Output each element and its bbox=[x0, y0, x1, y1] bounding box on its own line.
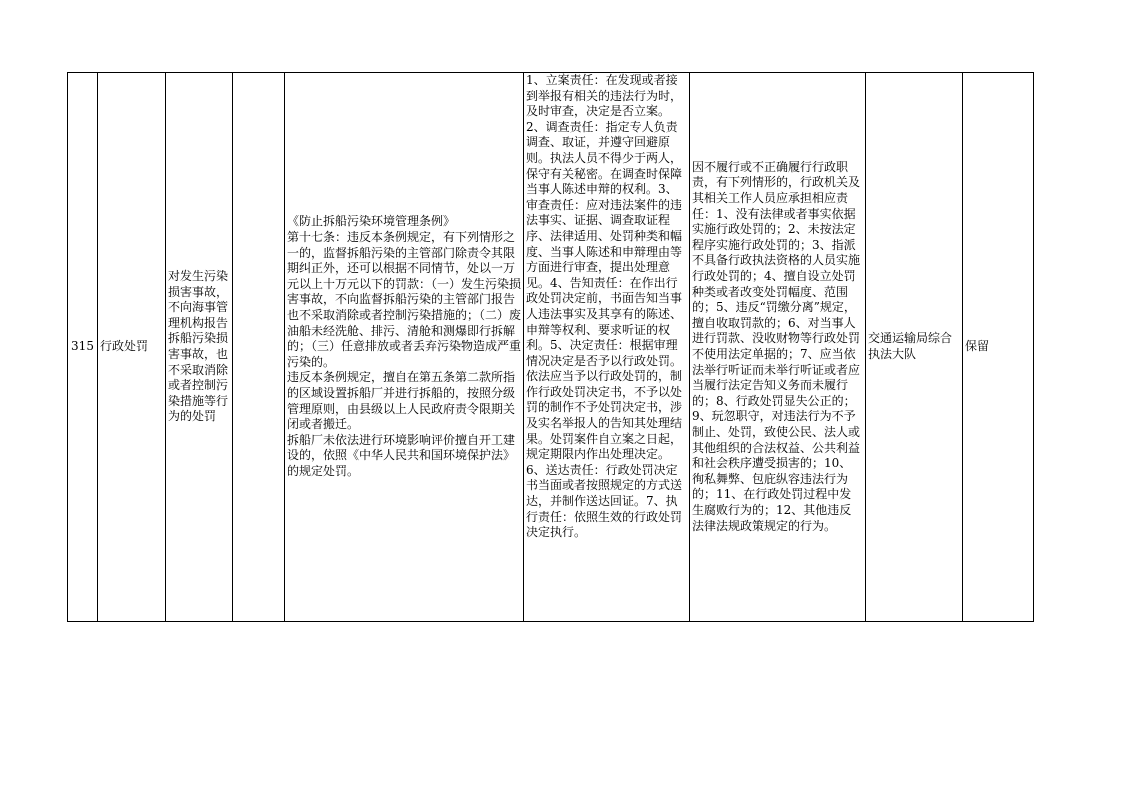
empty-cell bbox=[233, 73, 285, 622]
remark: 保留 bbox=[963, 73, 1034, 622]
power-list-table bbox=[67, 72, 1034, 622]
responsibility-text: 1、立案责任：在发现或者接到举报有相关的违法行为时，及时审查，决定是否立案。2、调查责任：指定专人负责调查、取证，并遵守回避原则。执法人员不得少于两人，保守有关秘密。在调查时保障当事人陈述申辩的权利。3、审查责任：应对违法案件的违法事实、证据、调查取证程序、法律适用、处罚种类和幅度、当事人陈述和申辩理由等方面进行审查，提出处理意见。4、告知责任：在作出行政处罚决定前，书面告知当事人违法事实及其享有的陈述、申辩等权利、要求听证的权利。5、决定责任：根据审理情况决定是否予以行政处罚。依法应当予以行政处罚的，制作行政处罚决定书，不予以处罚的制作不予处罚决定书，涉及实名举报人的告知其处理结果。处罚案件自立案之日起，规定期限内作出处理决定。 6、送达责任：行政处罚决定书当面或者按照规定的方式送达，并制作送达回证。7、执行责任：依照生效的行政处罚决定执行。 bbox=[526, 73, 683, 540]
responsibility-cell bbox=[524, 73, 690, 622]
power-category: 行政处罚 bbox=[98, 73, 166, 622]
legal-basis: 《防止拆船污染环境管理条例》 第十七条：违反本条例规定，有下列情形之一的，监督拆船污染的主管部门除责令其限期纠正外，还可以根据不同情节，处以一万元以上十万元以下的罚款：（一）发生污染损害事故，不向监督拆船污染的主管部门报告也不采取消除或者控制污染措施的；（二）废油船未经洗舱、排污、清舱和测爆即行拆解的；（三）任意排放或者丢弃污染物造成严重污染的。 违反本条例规定，擅自在第五条第二款所指的区域设置拆船厂并进行拆船的，按照分级管理原则，由县级以上人民政府责令限期关闭或者搬迁。 拆船厂未依法进行环境影响评价擅自开工建设的，依照《中华人民共和国环境保护法》的规定处罚。 bbox=[285, 73, 524, 622]
row-number: 315 bbox=[68, 73, 98, 622]
item-name: 对发生污染损害事故，不向海事管理机构报告拆船污染损害事故，也不采取消除或者控制污染措施等行为的处罚 bbox=[166, 73, 233, 622]
accountability-text: 因不履行或不正确履行行政职责，有下列情形的，行政机关及其相关工作人员应承担相应责任：1、没有法律或者事实依据实施行政处罚的；2、未按法定程序实施行政处罚的；3、指派不具备行政执法资格的人员实施行政处罚的；4、擅自设立处罚种类或者改变处罚幅度、范围的；5、违反“罚缴分离”规定，擅自收取罚款的；6、对当事人进行罚款、没收财物等行政处罚不使用法定单据的；7、应当依法举行听证而未举行听证或者应当履行法定告知义务而未履行的；8、行政处罚显失公正的；9、玩忽职守，对违法行为不予制止、处罚，致使公民、法人或其他组织的合法权益、公共利益和社会秩序遭受损害的；10、徇私舞弊、包庇纵容违法行为的；11、在行政处罚过程中发生腐败行为的；12、其他违反法律法规政策规定的行为。 bbox=[690, 73, 866, 622]
responsible-department: 交通运输局综合执法大队 bbox=[866, 73, 963, 622]
table-row bbox=[68, 73, 1034, 622]
